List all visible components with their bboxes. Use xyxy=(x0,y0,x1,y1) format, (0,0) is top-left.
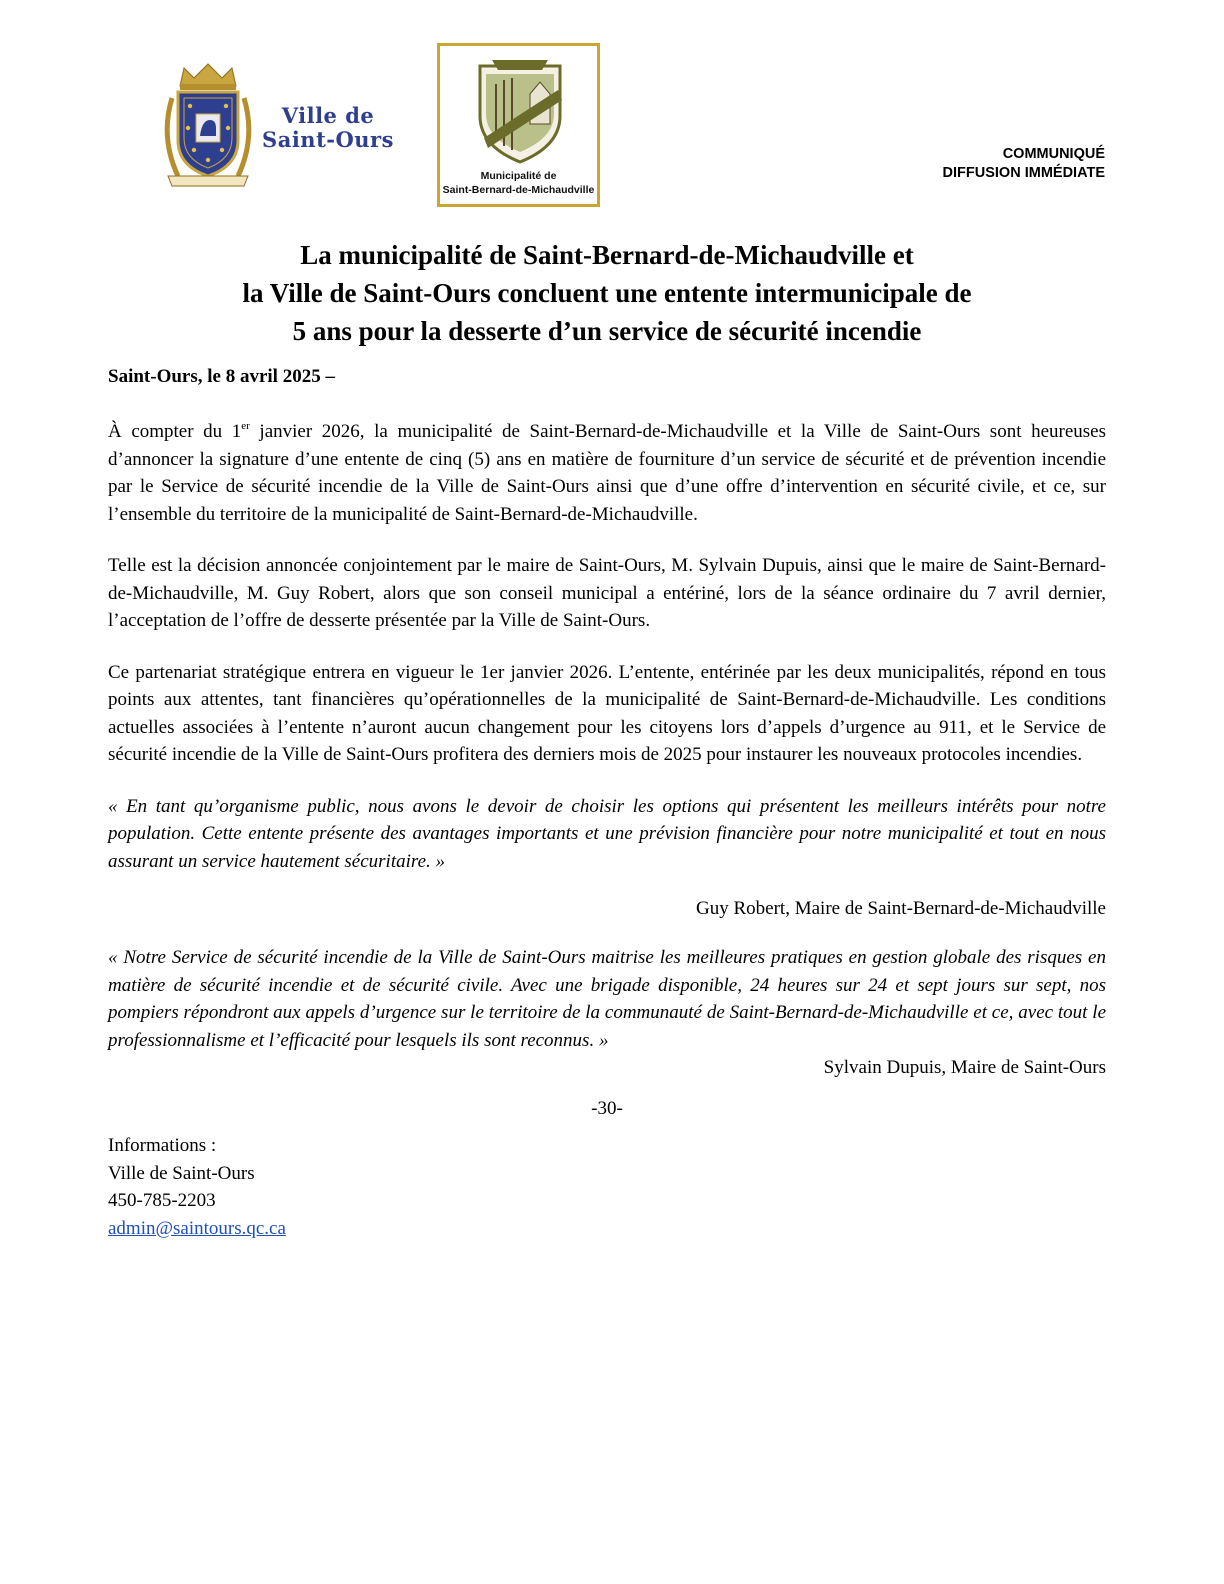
saint-bernard-shield-icon xyxy=(470,54,570,166)
stbm-caption-line-1: Municipalité de xyxy=(480,170,557,182)
title-line-2: la Ville de Saint-Ours concluent une entente intermunicipale de xyxy=(242,278,972,308)
quote-attribution-guy-robert: Guy Robert, Maire de Saint-Bernard-de-Michaudville xyxy=(696,898,1106,919)
press-release-title xyxy=(108,236,1106,350)
release-label-line-2: DIFFUSION IMMÉDIATE xyxy=(942,165,1105,181)
title-line-3: 5 ans pour la desserte d’un service de sécurité incendie xyxy=(292,316,922,346)
release-label xyxy=(943,145,1105,183)
quote-sylvain-dupuis: « Notre Service de sécurité incendie de la Ville de Saint-Ours maitrise les meilleures pratiques en gestion globale des risques en matière de sécurité incendie et de sécurité civile. Avec une brigade disponible, 24 heures sur 24 et sept jours sur sept, nos pompiers répondront aux appels d’urgence sur le territoire de la communauté de Saint-Bernard-de-Michaudville et ce, avec tout le professionnalisme et l’efficacité pour lesquels ils sont reconnus. » xyxy=(108,947,1106,1051)
end-mark: -30- xyxy=(591,1098,623,1119)
paragraph-1-rest: janvier 2026, la municipalité de Saint-Bernard-de-Michaudville et la Ville de Saint-Ours sont heureuses d’annoncer la signature d’une entente de cinq (5) ans en matière de fourniture d’un service de sécurité et de prévention incendie par le Service de sécurité incendie de la Ville de Saint-Ours ainsi que d’une offre d’intervention en sécurité civile, et ce, sur l’ensemble du territoire de la municipalité de Saint-Bernard-de-Michaudville. xyxy=(108,421,1106,525)
quote-guy-robert: « En tant qu’organisme public, nous avons le devoir de choisir les options qui présentent les meilleurs intérêts pour notre population. Cette entente présente des avantages importants et une prévision financière pour notre municipalité et tout en nous assurant un service hautement sécuritaire. » xyxy=(108,795,1106,872)
contact-block xyxy=(108,1132,1106,1242)
paragraph-1-start: À compter du 1 xyxy=(108,421,242,442)
ordinal-superscript: er xyxy=(241,420,250,432)
paragraph-1 xyxy=(108,418,1106,528)
contact-phone: 450-785-2203 xyxy=(108,1190,216,1211)
quote-attribution-sylvain-dupuis: Sylvain Dupuis, Maire de Saint-Ours xyxy=(823,1057,1106,1078)
wordmark-line-2: Saint-Ours xyxy=(262,127,394,152)
ville-saint-ours-wordmark xyxy=(262,104,394,152)
stbm-caption-line-2: Saint-Bernard-de-Michaudville xyxy=(442,184,595,196)
logo-ville-saint-ours xyxy=(158,58,394,192)
contact-label: Informations : xyxy=(108,1135,217,1156)
logo-saint-bernard-de-michaudville xyxy=(437,43,600,207)
dateline: Saint-Ours, le 8 avril 2025 – xyxy=(108,366,335,387)
paragraph-3: Ce partenariat stratégique entrera en vigueur le 1er janvier 2026. L’entente, entérinée par les deux municipalités, répond en tous points aux attentes, tant financières qu’opérationnelles de la municipalité de Saint-Bernard-de-Michaudville. Les conditions actuelles associées à l’entente n’auront aucun changement pour les citoyens lors d’appels d’urgence au 911, et le Service de sécurité incendie de la Ville de Saint-Ours profitera des derniers mois de 2025 pour instaurer les nouveaux protocoles incendies. xyxy=(108,661,1106,765)
contact-email-link[interactable]: admin@saintours.qc.ca xyxy=(108,1217,286,1239)
release-label-line-1: COMMUNIQUÉ xyxy=(1002,146,1105,162)
contact-organization: Ville de Saint-Ours xyxy=(108,1162,255,1184)
stbm-logo-caption xyxy=(440,169,597,197)
paragraph-2: Telle est la décision annoncée conjointement par le maire de Saint-Ours, M. Sylvain Dupuis, ainsi que le maire de Saint-Bernard-de-Michaudville, M. Guy Robert, alors que son conseil municipal a entériné, lors de la séance ordinaire du 7 avril dernier, l’acceptation de l’offre de desserte présentée par la Ville de Saint-Ours. xyxy=(108,555,1106,631)
press-release-body xyxy=(108,418,1106,1242)
wordmark-line-1: Ville de xyxy=(281,103,375,128)
saint-ours-crest-icon xyxy=(158,58,258,192)
title-line-1: La municipalité de Saint-Bernard-de-Michaudville et xyxy=(300,240,914,270)
